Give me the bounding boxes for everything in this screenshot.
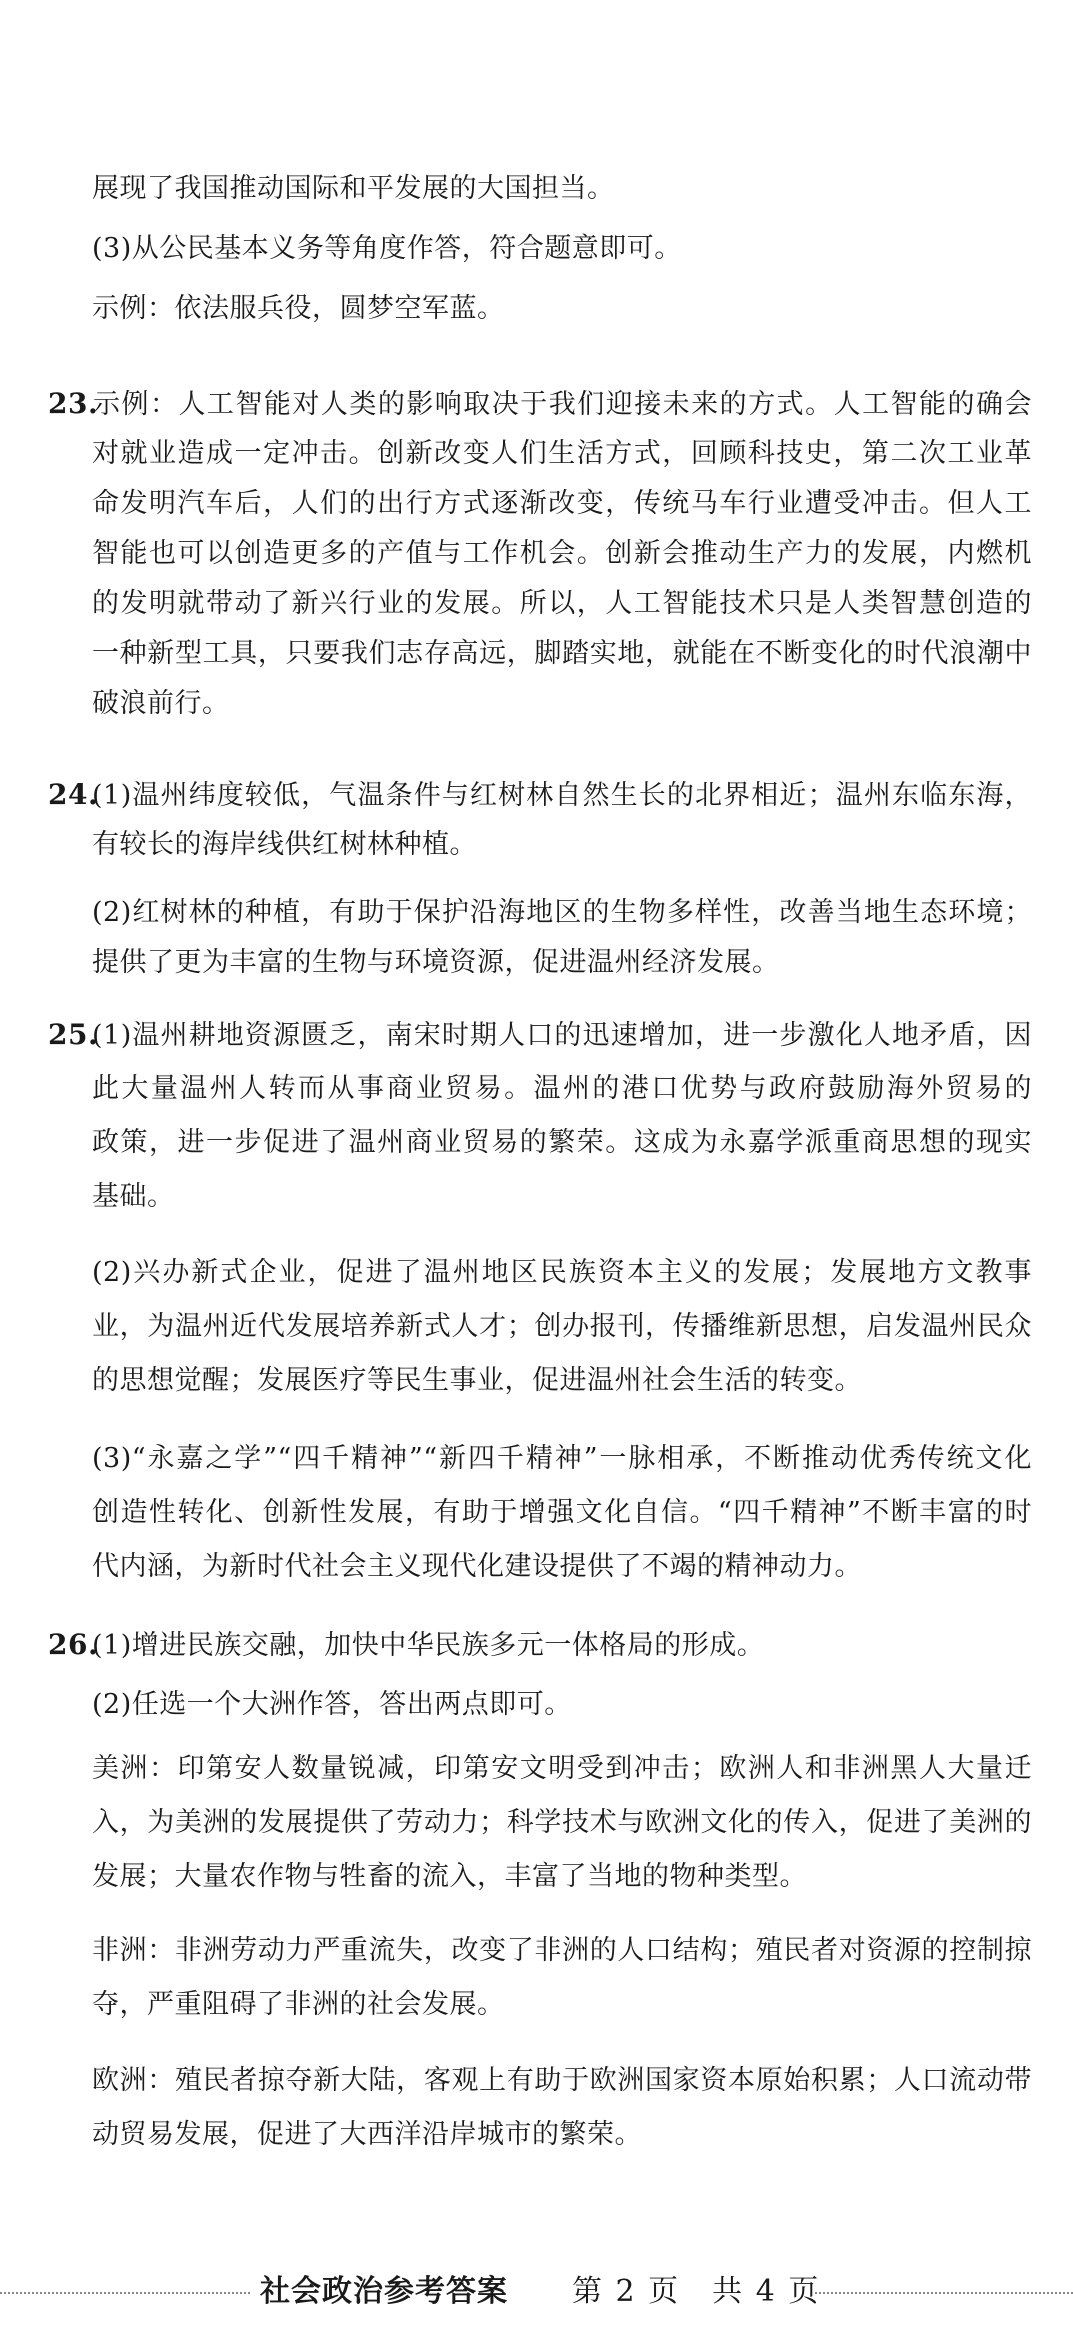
question-number: 24. bbox=[48, 778, 99, 811]
intro-block bbox=[92, 224, 1032, 274]
question-25 bbox=[92, 1542, 1032, 1592]
question-26 bbox=[92, 1744, 1032, 1794]
question-24 bbox=[92, 888, 1032, 938]
answer-line: 发展；大量农作物与牲畜的流入，丰富了当地的物种类型。 bbox=[92, 1861, 807, 1892]
question-25 bbox=[48, 1010, 1032, 1060]
answer-line: 的思想觉醒；发展医疗等民生事业，促进温州社会生活的转变。 bbox=[92, 1365, 862, 1396]
question-26 bbox=[92, 2056, 1032, 2106]
answer-line: 有较长的海岸线供红树林种植。 bbox=[92, 829, 477, 860]
answer-line: 一种新型工具，只要我们志存高远，脚踏实地，就能在不断变化的时代浪潮中 bbox=[92, 638, 1032, 669]
intro-line: (3)从公民基本义务等角度作答，符合题意即可。 bbox=[92, 233, 682, 264]
answer-line: 25.(1)温州耕地资源匮乏，南宋时期人口的迅速增加，进一步激化人地矛盾，因 bbox=[92, 1010, 1032, 1060]
question-25 bbox=[92, 1172, 1032, 1222]
question-25 bbox=[92, 1488, 1032, 1538]
question-25 bbox=[92, 1248, 1032, 1298]
question-24 bbox=[92, 938, 1032, 988]
intro-block bbox=[92, 164, 1032, 214]
answer-line: 创造性转化、创新性发展，有助于增强文化自信。“四千精神”不断丰富的时 bbox=[92, 1497, 1032, 1528]
question-24 bbox=[92, 820, 1032, 870]
question-23 bbox=[92, 679, 1032, 729]
intro-line: 示例：依法服兵役，圆梦空军蓝。 bbox=[92, 293, 505, 324]
intro-line: 展现了我国推动国际和平发展的大国担当。 bbox=[92, 173, 615, 204]
question-number: 26. bbox=[48, 1628, 99, 1661]
answer-line: (2)红树林的种植，有助于保护沿海地区的生物多样性，改善当地生态环境； bbox=[92, 897, 1032, 928]
answer-line: 非洲：非洲劳动力严重流失，改变了非洲的人口结构；殖民者对资源的控制掠 bbox=[92, 1935, 1032, 1966]
answer-line: 命发明汽车后，人们的出行方式逐渐改变，传统马车行业遭受冲击。但人工 bbox=[92, 488, 1032, 519]
footer-title: 社会政治参考答案 bbox=[260, 2274, 508, 2309]
answer-line: 此大量温州人转而从事商业贸易。温州的港口优势与政府鼓励海外贸易的 bbox=[92, 1073, 1032, 1104]
question-26 bbox=[48, 1620, 1032, 1670]
question-23 bbox=[92, 429, 1032, 479]
footer-divider bbox=[815, 2292, 1073, 2294]
question-25 bbox=[92, 1302, 1032, 1352]
question-26 bbox=[92, 1980, 1032, 2030]
intro-block bbox=[92, 284, 1032, 334]
answer-line: (3)“永嘉之学”“四千精神”“新四千精神”一脉相承，不断推动优秀传统文化 bbox=[92, 1443, 1032, 1474]
answer-line: 夺，严重阻碍了非洲的社会发展。 bbox=[92, 1989, 505, 2020]
question-26 bbox=[92, 1798, 1032, 1848]
answer-line: (2)兴办新式企业，促进了温州地区民族资本主义的发展；发展地方文教事 bbox=[92, 1257, 1032, 1288]
page-footer bbox=[0, 2268, 1073, 2318]
answer-line: 入，为美洲的发展提供了劳动力；科学技术与欧洲文化的传入，促进了美洲的 bbox=[92, 1807, 1032, 1838]
question-26 bbox=[92, 1680, 1032, 1730]
question-number: 25. bbox=[48, 1018, 99, 1051]
answer-line: 代内涵，为新时代社会主义现代化建设提供了不竭的精神动力。 bbox=[92, 1551, 862, 1582]
question-23 bbox=[92, 579, 1032, 629]
answer-line: 美洲：印第安人数量锐减，印第安文明受到冲击；欧洲人和非洲黑人大量迁 bbox=[92, 1753, 1032, 1784]
answer-line: 基础。 bbox=[92, 1181, 175, 1212]
answer-line: 智能也可以创造更多的产值与工作机会。创新会推动生产力的发展，内燃机 bbox=[92, 538, 1032, 569]
page-number: 第 2 页 共 4 页 bbox=[572, 2274, 821, 2309]
question-26 bbox=[92, 1926, 1032, 1976]
question-23 bbox=[92, 629, 1032, 679]
question-26 bbox=[92, 2110, 1032, 2160]
question-23 bbox=[48, 379, 1032, 429]
question-23 bbox=[92, 479, 1032, 529]
answer-line: 26.(1)增进民族交融，加快中华民族多元一体格局的形成。 bbox=[92, 1620, 1032, 1670]
answer-line: 提供了更为丰富的生物与环境资源，促进温州经济发展。 bbox=[92, 947, 780, 978]
question-25 bbox=[92, 1118, 1032, 1168]
question-25 bbox=[92, 1356, 1032, 1406]
footer-divider bbox=[0, 2292, 250, 2294]
answer-line: 的发明就带动了新兴行业的发展。所以，人工智能技术只是人类智慧创造的 bbox=[92, 588, 1032, 619]
question-25 bbox=[92, 1064, 1032, 1114]
question-25 bbox=[92, 1434, 1032, 1484]
answer-line: 破浪前行。 bbox=[92, 688, 230, 719]
question-24 bbox=[48, 770, 1032, 820]
question-23 bbox=[92, 529, 1032, 579]
answer-line: 对就业造成一定冲击。创新改变人们生活方式，回顾科技史，第二次工业革 bbox=[92, 438, 1032, 469]
question-26 bbox=[92, 1852, 1032, 1902]
answer-line: 23.示例：人工智能对人类的影响取决于我们迎接未来的方式。人工智能的确会 bbox=[92, 379, 1032, 429]
answer-line: 业，为温州近代发展培养新式人才；创办报刊，传播维新思想，启发温州民众 bbox=[92, 1311, 1032, 1342]
answer-line: (2)任选一个大洲作答，答出两点即可。 bbox=[92, 1689, 572, 1720]
question-number: 23. bbox=[48, 387, 99, 420]
answer-line: 24.(1)温州纬度较低，气温条件与红树林自然生长的北界相近；温州东临东海， bbox=[92, 770, 1032, 820]
answer-line: 欧洲：殖民者掠夺新大陆，客观上有助于欧洲国家资本原始积累；人口流动带 bbox=[92, 2065, 1032, 2096]
answer-line: 政策，进一步促进了温州商业贸易的繁荣。这成为永嘉学派重商思想的现实 bbox=[92, 1127, 1032, 1158]
answer-line: 动贸易发展，促进了大西洋沿岸城市的繁荣。 bbox=[92, 2119, 642, 2150]
